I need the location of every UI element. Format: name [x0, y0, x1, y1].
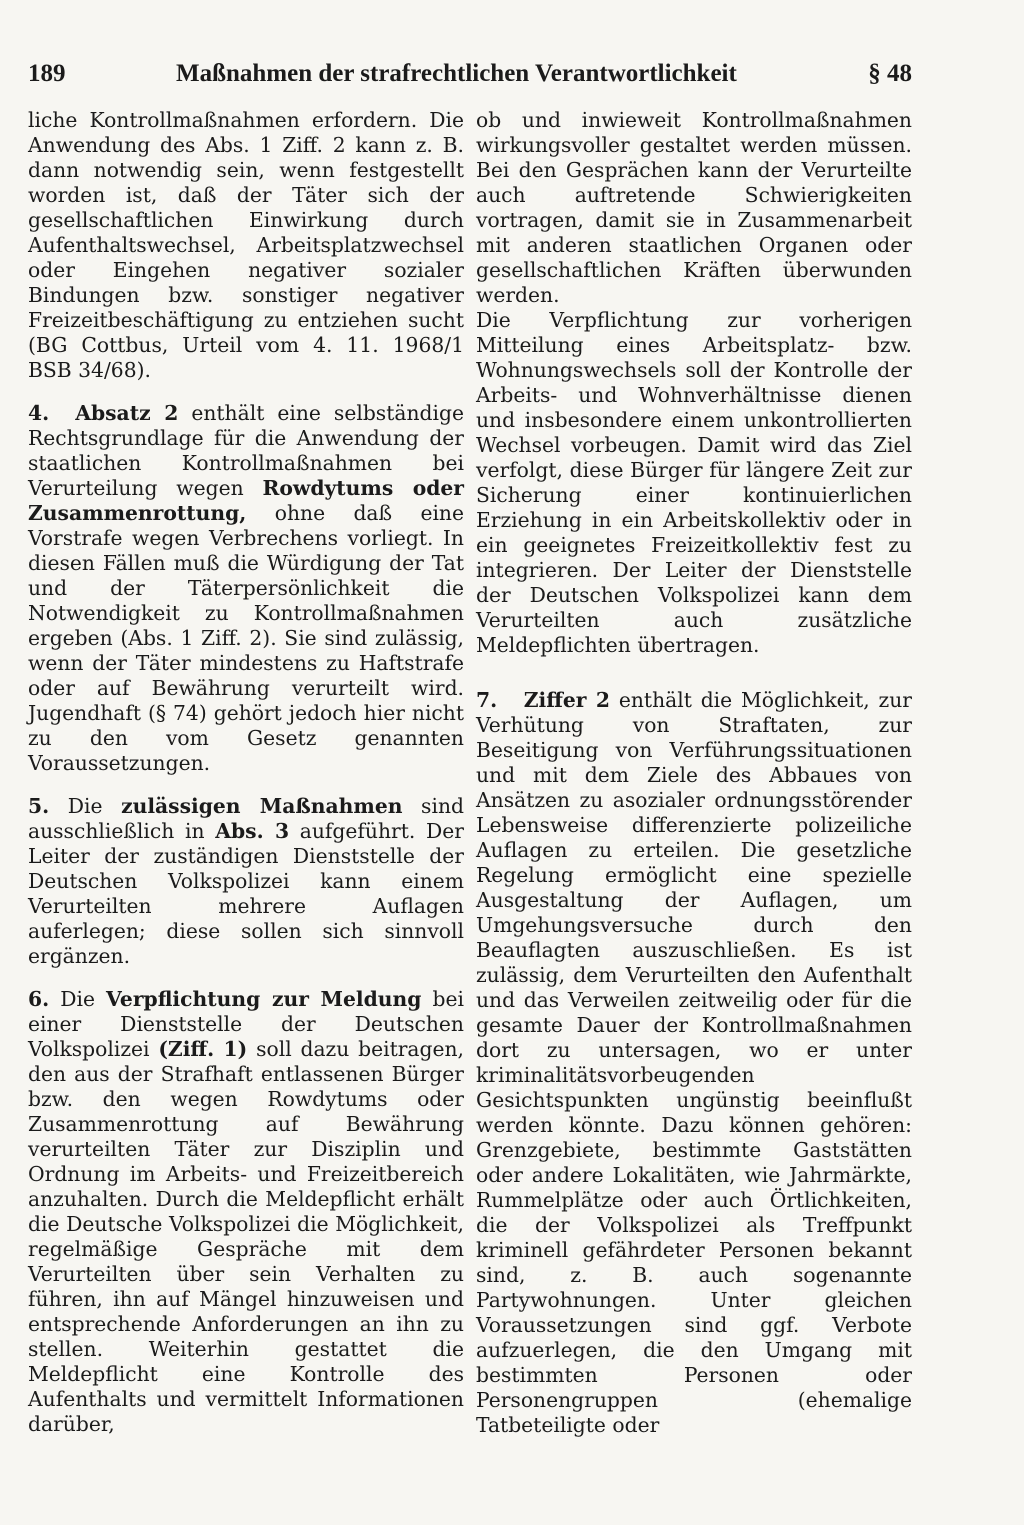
- paragraph-7: 7. Ziffer 2 enthält die Möglichkeit, zur Verhütung von Straftaten, zur Beseitigung von Verführungssituationen und mit dem Ziele des Abbaues von Ansätzen zu asozialer ordnungsstörender Lebensweise differenzierte polizeiliche Auflagen zu erteilen. Die gesetzliche Regelung ermöglicht eine spezielle Ausgestaltung der Auflagen, um Umgehungsversuche durch den Beauflagten auszuschließen. Es ist zulässig, dem Verurteilten den Aufenthalt und das Verweilen zeitweilig oder für die gesamte Dauer der Kontrollmaßnahmen dort zu untersagen, wo er unter kriminalitätsvorbeugenden Gesichtspunkten ungünstig beeinflußt werden könnte. Dazu können gehören: Grenzgebiete, bestimmte Gaststätten oder andere Lokalitäten, wie Jahrmärkte, Rummelplätze oder auch Örtlichkeiten, die der Volkspolizei als Treffpunkt kriminell gefährdeter Personen bekannt sind, z. B. auch sogenannte Partywohnungen. Unter gleichen Voraussetzungen sind ggf. Verbote aufzuerlegen, die den Umgang mit bestimmten Personen oder Personengruppen (ehemalige Tatbeteiligte oder: [476, 688, 913, 1437]
- paragraph-4: 4. Absatz 2 enthält eine selbständige Rechtsgrundlage für die Anwendung der staatlichen Kontrollmaßnahmen bei Verurteilung wegen Rowdytums oder Zusammenrottung, ohne daß eine Vorstrafe wegen Verbrechens vorliegt. In diesen Fällen muß die Würdigung der Tat und der Täterpersönlichkeit die Notwendigkeit zu Kontrollmaßnahmen ergeben (Abs. 1 Ziff. 2). Sie sind zulässig, wenn der Täter mindestens zu Haftstrafe oder auf Bewährung verurteilt wird. Jugendhaft (§ 74) gehört jedoch hier nicht zu den vom Gesetz genannten Voraussetzungen.: [28, 401, 464, 775]
- running-title: Maßnahmen der strafrechtlichen Verantwortlichkeit: [176, 60, 737, 87]
- paragraph-5-number: 5.: [28, 794, 50, 818]
- paragraph-3-continued: liche Kontrollmaßnahmen erfordern. Die Anwendung des Abs. 1 Ziff. 2 kann z. B. dann notwendig sein, wenn festgestellt worden ist, daß der Täter sich der gesellschaftlichen Einwirkung durch Aufenthaltswechsel, Arbeitsplatzwechsel oder Eingehen negativer sozialer Bindungen bzw. sonstiger negativer Freizeitbeschäftigung zu entziehen sucht (BG Cottbus, Urteil vom 4. 11. 1968/1 BSB 34/68).: [28, 108, 464, 382]
- paragraph-6: 6. Die Verpflichtung zur Meldung bei einer Dienststelle der Deutschen Volkspolizei (Ziff. 1) soll dazu beitragen, den aus der Strafhaft entlassenen Bürger bzw. den wegen Rowdytums oder Zusammenrottung auf Bewährung verurteilten Täter zur Disziplin und Ordnung im Arbeits- und Freizeitbereich anzuhalten. Durch die Meldepflicht erhält die Deutsche Volkspolizei die Möglichkeit, regelmäßige Gespräche mit dem Verurteilten über sein Verhalten zu führen, ihn auf Mängel hinzuweisen und entsprechende Anforderungen an ihn zu stellen. Weiterhin gestattet die Meldepflicht eine Kontrolle des Aufenthalts und vermittelt Informationen darüber,: [28, 987, 465, 1436]
- right-column: [476, 108, 912, 1438]
- paragraph-6-number: 6.: [28, 987, 50, 1011]
- paragraph-4-number: 4.: [28, 401, 50, 425]
- left-column: [28, 108, 464, 1437]
- paragraph-5: 5. Die zulässigen Maßnahmen sind ausschließlich in Abs. 3 aufgeführt. Der Leiter der zuständigen Dienststelle der Deutschen Volkspolizei kann einem Verurteilten mehrere Auflagen auferlegen; diese sollen sich sinnvoll ergänzen.: [28, 794, 464, 968]
- page-number: 189: [28, 60, 66, 87]
- running-header: [28, 58, 912, 90]
- paragraph-6-part-2: Die Verpflichtung zur vorherigen Mitteilung eines Arbeitsplatz- bzw. Wohnungswechsels soll der Kontrolle der Arbeits- und Wohnverhältnisse dienen und insbesondere einem unkontrollierten Wechsel vorbeugen. Damit wird das Ziel verfolgt, diese Bürger für längere Zeit zur Sicherung einer kontinuierlichen Erziehung in ein Arbeitskollektiv oder in ein geeignetes Freizeitkollektiv fest zu integrieren. Der Leiter der Dienststelle der Deutschen Volkspolizei kann dem Verurteilten auch zusätzliche Meldepflichten übertragen.: [476, 308, 912, 657]
- paragraph-6-continued: ob und inwieweit Kontrollmaßnahmen wirkungsvoller gestaltet werden müssen. Bei den Gesprächen kann der Verurteilte auch auftretende Schwierigkeiten vortragen, damit sie in Zusammenarbeit mit anderen staatlichen Organen oder gesellschaftlichen Kräften überwunden werden.: [476, 108, 912, 307]
- paragraph-7-number: 7.: [476, 688, 498, 712]
- section-number: § 48: [868, 60, 912, 87]
